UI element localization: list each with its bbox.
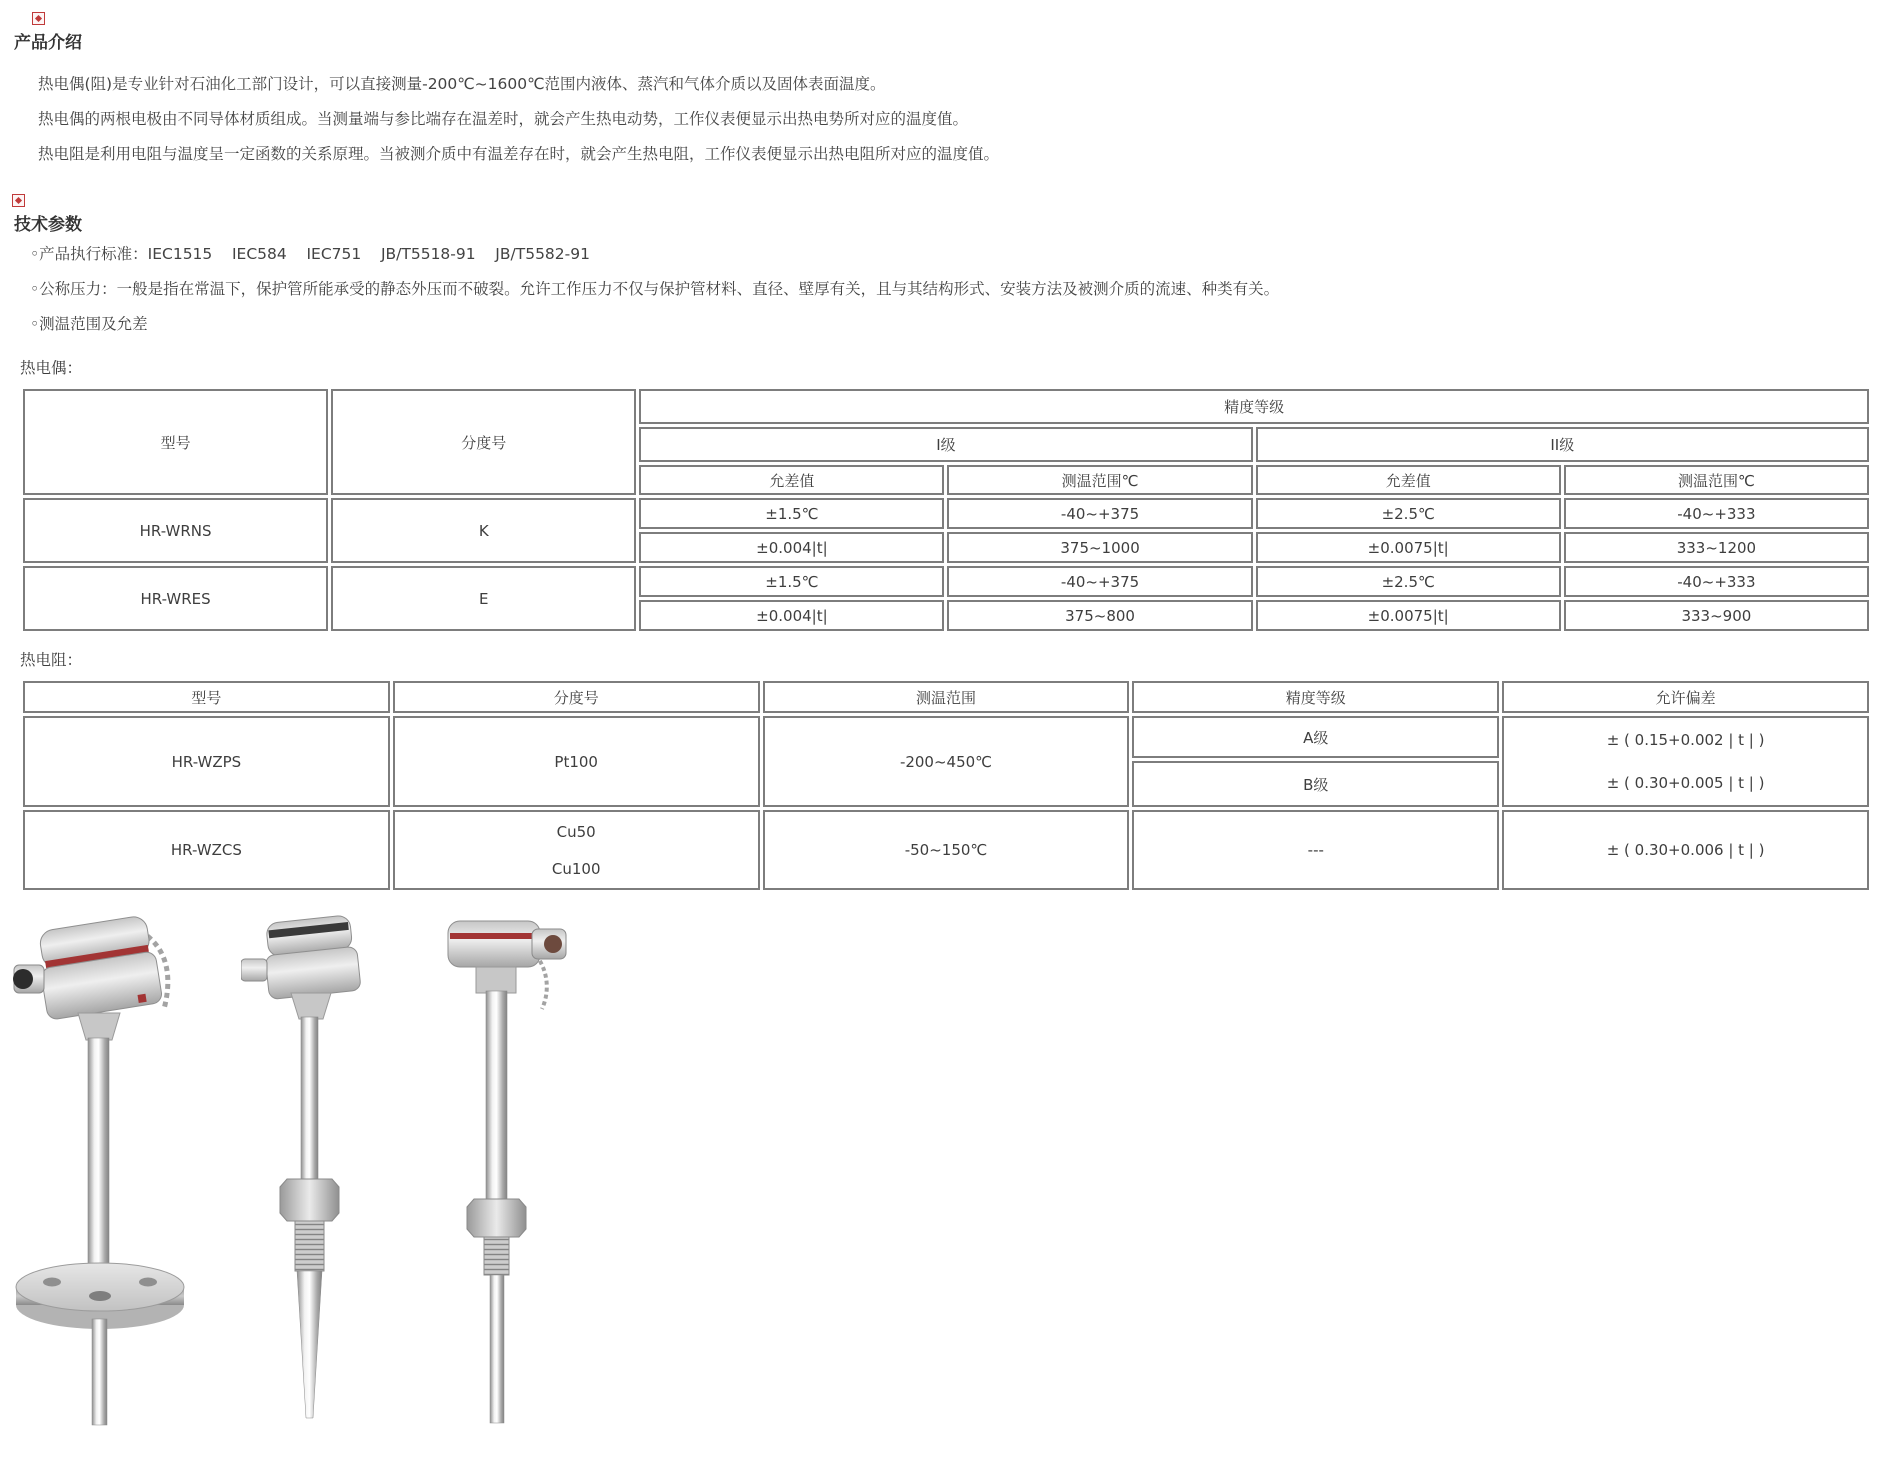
threaded-thermocouple-image <box>436 913 571 1428</box>
tc-cell: ±0.004|t| <box>639 532 944 563</box>
section-bullet-icon <box>32 12 45 25</box>
connection-head <box>262 914 361 999</box>
tc-header-accuracy: 精度等级 <box>639 389 1869 424</box>
tc-cell: ±2.5℃ <box>1256 498 1561 529</box>
rtd-cell-model: HR-WZCS <box>23 810 390 890</box>
tc-cell: 375~800 <box>947 600 1252 631</box>
tc-cell: -40~+333 <box>1564 566 1869 597</box>
rtd-table-label: 热电阻： <box>20 651 83 669</box>
table-row <box>23 716 1869 758</box>
rtd-cell-grade: --- <box>1132 810 1499 890</box>
red-diamond-icon <box>34 14 41 21</box>
product-page <box>0 12 1892 1458</box>
table-row <box>23 566 1869 597</box>
rtd-cell-tolerance <box>1502 716 1869 807</box>
rtd-header-index: 分度号 <box>393 681 760 713</box>
rtd-header-model: 型号 <box>23 681 390 713</box>
rtd-cell-range: -50~150℃ <box>763 810 1130 890</box>
neck <box>78 1013 120 1040</box>
rtd-cell-index <box>393 810 760 890</box>
tc-cell-index: E <box>331 566 636 631</box>
tc-header-index: 分度号 <box>331 389 636 495</box>
intro-paragraph-3: 热电阻是利用电阻与温度呈一定函数的关系原理。当被测介质中有温差存在时，就会产生热电阻，工作仪表便显示出热电阻所对应的温度值。 <box>38 145 1000 163</box>
table-row <box>23 498 1869 529</box>
rtd-header-accuracy: 精度等级 <box>1132 681 1499 713</box>
tech-title: 技术参数 <box>14 215 82 235</box>
rtd-tolerance-line-a: ± ( 0.15+0.002 | t | ) <box>1606 731 1765 750</box>
rtd-cell-tolerance: ± ( 0.30+0.006 | t | ) <box>1502 810 1869 890</box>
intro-paragraph-1: 热电偶(阻)是专业针对石油化工部门设计，可以直接测量-200℃~1600℃范围内液体、蒸汽和气体介质以及固体表面温度。 <box>38 75 886 93</box>
tc-cell: -40~+375 <box>947 498 1252 529</box>
rtd-index-line-2: Cu100 <box>551 859 601 878</box>
tc-cell-model: HR-WRNS <box>23 498 328 563</box>
neck <box>291 993 331 1019</box>
tc-cell-model: HR-WRES <box>23 566 328 631</box>
entry-cap <box>13 969 33 989</box>
intro-title: 产品介绍 <box>14 33 82 53</box>
tc-header-range: 测温范围℃ <box>1564 465 1869 495</box>
tc-header-model: 型号 <box>23 389 328 495</box>
threaded-fitting <box>484 1237 509 1275</box>
tc-header-grade-1: I级 <box>639 427 1252 462</box>
cable-entry <box>241 959 267 981</box>
rtd-tolerance-line-b: ± ( 0.30+0.005 | t | ) <box>1606 773 1765 792</box>
tc-cell: ±1.5℃ <box>639 566 944 597</box>
tech-bullet-standards: ◦产品执行标准：IEC1515 IEC584 IEC751 JB/T5518-91 JB/T5582-91 <box>30 245 590 263</box>
tc-cell: -40~+333 <box>1564 498 1869 529</box>
tc-header-tolerance: 允差值 <box>639 465 944 495</box>
tc-header-tolerance: 允差值 <box>1256 465 1561 495</box>
rtd-cell-grade-b: B级 <box>1132 761 1499 807</box>
tc-header-grade-2: II级 <box>1256 427 1869 462</box>
connection-head <box>34 914 162 1020</box>
red-diamond-icon <box>14 196 21 203</box>
hex-nut <box>280 1179 339 1221</box>
intro-paragraph-2: 热电偶的两根电极由不同导体材质组成。当测量端与参比端存在温差时，就会产生热电动势，工作仪表便显示出热电势所对应的温度值。 <box>38 110 969 128</box>
chain-icon <box>536 955 547 1009</box>
tc-header-range: 测温范围℃ <box>947 465 1252 495</box>
thermocouple-table-label: 热电偶： <box>20 359 83 377</box>
tc-cell: ±0.0075|t| <box>1256 600 1561 631</box>
tc-cell-index: K <box>331 498 636 563</box>
tc-cell: 333~1200 <box>1564 532 1869 563</box>
rtd-cell-index: Pt100 <box>393 716 760 807</box>
tc-cell: ±2.5℃ <box>1256 566 1561 597</box>
rtd-cell-grade-a: A级 <box>1132 716 1499 758</box>
table-row <box>23 810 1869 890</box>
product-images <box>12 913 1872 1428</box>
hex-nut <box>467 1199 526 1237</box>
rtd-cell-range: -200~450℃ <box>763 716 1130 807</box>
tc-cell: -40~+375 <box>947 566 1252 597</box>
rtd-table <box>20 678 1872 893</box>
probe-tip <box>490 1275 504 1423</box>
protection-tube <box>88 1038 109 1276</box>
tapered-probe-tip <box>297 1271 322 1418</box>
threaded-fitting <box>295 1221 324 1271</box>
protection-tube <box>301 1017 318 1179</box>
section-bullet-icon <box>12 194 25 207</box>
tc-cell: ±0.0075|t| <box>1256 532 1561 563</box>
tc-cell: ±0.004|t| <box>639 600 944 631</box>
tech-bullet-pressure: ◦公称压力：一般是指在常温下，保护管所能承受的静态外压而不破裂。允许工作压力不仅与保护管材料、直径、壁厚有关，且与其结构形式、安装方法及被测介质的流速、种类有关。 <box>30 280 1280 298</box>
rtd-header-tolerance: 允许偏差 <box>1502 681 1869 713</box>
tech-bullet-range: ◦测温范围及允差 <box>30 315 148 333</box>
tc-cell: ±1.5℃ <box>639 498 944 529</box>
tc-cell: 333~900 <box>1564 600 1869 631</box>
flange-thermocouple-image <box>12 913 207 1428</box>
rtd-cell-model: HR-WZPS <box>23 716 390 807</box>
protection-tube <box>486 991 507 1199</box>
tapered-thermocouple-image <box>241 913 376 1428</box>
rtd-header-range: 测温范围 <box>763 681 1130 713</box>
tc-cell: 375~1000 <box>947 532 1252 563</box>
rtd-index-line-1: Cu50 <box>556 822 596 841</box>
probe-tip <box>92 1319 107 1425</box>
thermocouple-table <box>20 386 1872 634</box>
